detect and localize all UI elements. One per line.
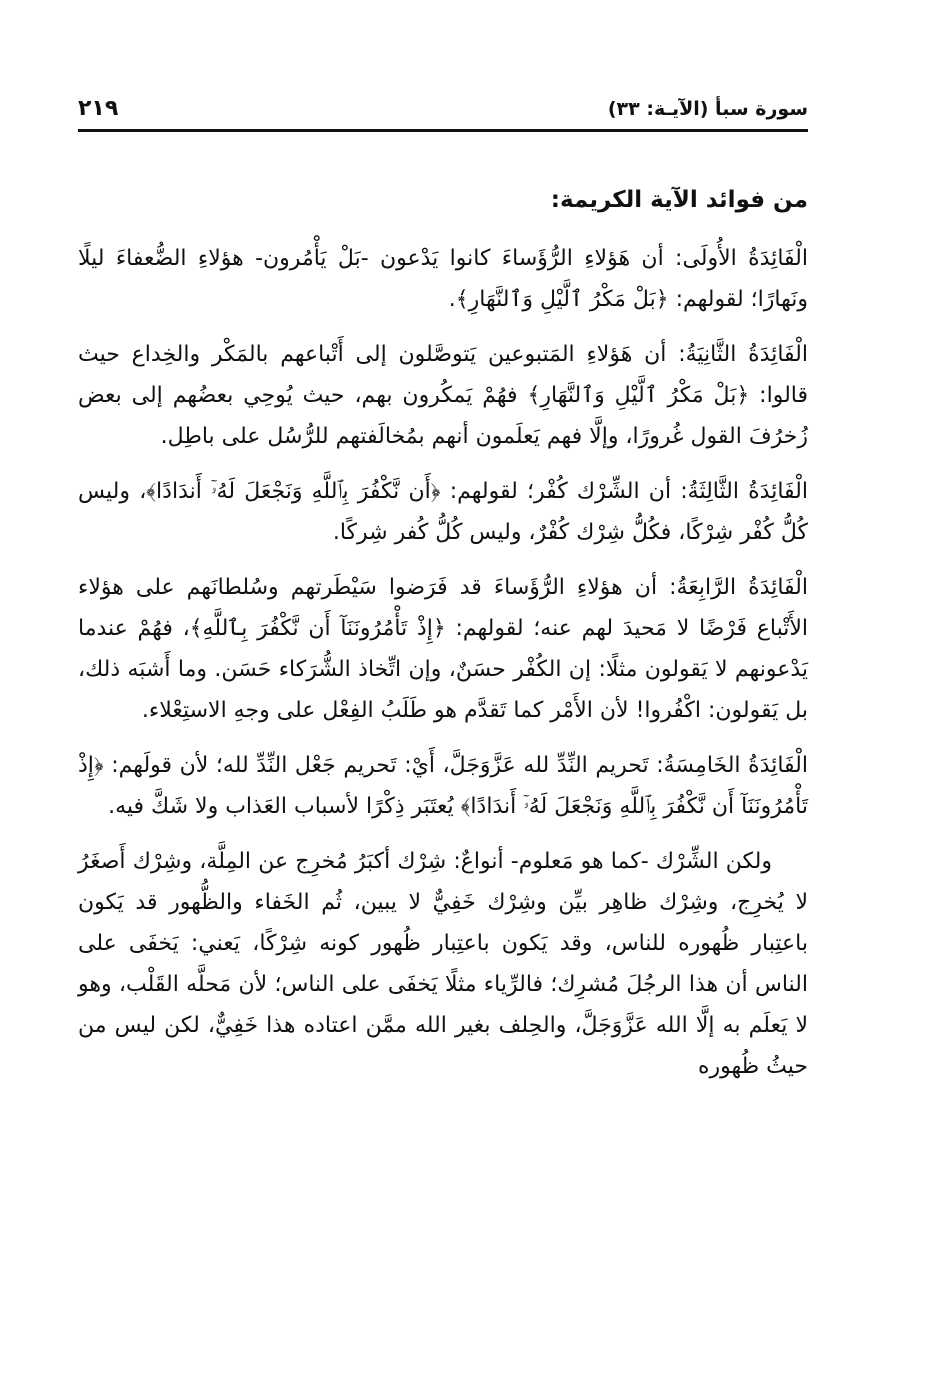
section-heading: من فوائد الآية الكريمة: xyxy=(550,187,808,213)
page-number: ٢١٩ xyxy=(78,96,119,121)
paragraph-shirk-types: ولكن الشِّرْك -كما هو مَعلوم- أنواعٌ: شِرْك أكبَرُ مُخرِج عن المِلَّة، وشِرْك أَصغَرُ لا يُخرِج، وشِرْك ظاهِر بيِّن وشِرْك خَفِيٌّ لا يبين، ثُم الخَفاء والظُّهور قد يَكون باعتِبار ظُهوره للناس، وقد يَكون باعتِبار ظُهور كونه شِرْكًا، يَعني: يَخفَى على الناس أن هذا الرجُلَ مُشرِك؛ فالرِّياء مثلًا يَخفَى على الناس؛ لأن مَحلَّه القَلْب، وهو لا يَعلَم به إلَّا الله عَزَّوَجَلَّ، والحِلف بغير الله ممَّن اعتاده هذا خَفِيٌّ، لكن ليس من حيثُ ظُهوره xyxy=(78,849,808,1079)
paragraph-benefit-1: الْفَائِدَةُ الأُولَى: أن هَؤلاءِ الرُّؤَساءَ كانوا يَدْعون -بَلْ يَأْمُرون- هؤلاءِ الضُّعفاءَ ليلًا ونَهارًا؛ لقولهم: ﴿بَلْ مَكْرُ ٱلَّيْلِ وَٱلنَّهَارِ﴾. xyxy=(78,246,808,312)
header-divider xyxy=(78,129,808,132)
paragraph-benefit-2: الْفَائِدَةُ الثَّانِيَةُ: أن هَؤلاءِ المَتبوعين يَتوصَّلون إلى أَتْباعهم بالمَكْر والخِداع حيث قالوا: ﴿بَلْ مَكْرُ ٱلَّيْلِ وَٱلنَّهَارِ﴾ فهُمْ يَمكُرون بهم، حيث يُوحِي بعضُهم إلى بعض زُخرُفَ القول غُرورًا، وإلَّا فهم يَعلَمون أنهم بمُخالَفتهم للرُّسُل على باطِل. xyxy=(78,342,808,449)
page-body xyxy=(78,180,808,1101)
paragraph-benefit-5: الْفَائِدَةُ الخَامِسَةُ: تَحريم النِّدِّ لله عَزَّوَجَلَّ، أَيْ: تَحريم جَعْل النِّدِّ لله؛ لأن قولَهم: ﴿إِذْ تَأْمُرُونَنَآ أَن نَّكْفُرَ بِٱللَّهِ وَنَجْعَلَ لَهُۥٓ أَندَادًا﴾ يُعتَبَر ذِكْرًا لأسباب العَذاب ولا شَكَّ فيه. xyxy=(78,753,808,819)
paragraph-benefit-3: الْفَائِدَةُ الثَّالِثَةُ: أن الشِّرْك كُفْر؛ لقولهم: ﴿أَن نَّكْفُرَ بِٱللَّهِ وَنَجْعَلَ لَهُۥٓ أَندَادًا﴾، وليس كُلُّ كُفْر شِرْكًا، فكُلُّ شِرْك كُفْرٌ، وليس كُلُّ كُفر شِركًا. xyxy=(78,479,808,545)
running-title: سورة سبأ (الآيـة: ٣٣) xyxy=(607,98,808,120)
page-header xyxy=(78,96,808,130)
paragraph-benefit-4: الْفَائِدَةُ الرَّابِعَةُ: أن هؤلاءِ الرُّؤَساءَ قد فَرَضوا سَيْطَرتهم وسُلطانَهم على هؤلاء الأَتْباع فَرْضًا لا مَحيدَ لهم عنه؛ لقولهم: ﴿إِذْ تَأْمُرُونَنَآ أَن نَّكْفُرَ بِٱللَّهِ﴾، فهُمْ عندما يَدْعونهم لا يَقولون مثلًا: إن الكُفْر حسَنٌ، وإن اتِّخاذ الشُّرَكاء حَسَن. وما أَشبَه ذلك، بل يَقولون: اكْفُروا! لأن الأَمْر كما تَقدَّم هو طَلَبُ الفِعْل على وجهِ الاستِعْلاء. xyxy=(78,575,808,723)
